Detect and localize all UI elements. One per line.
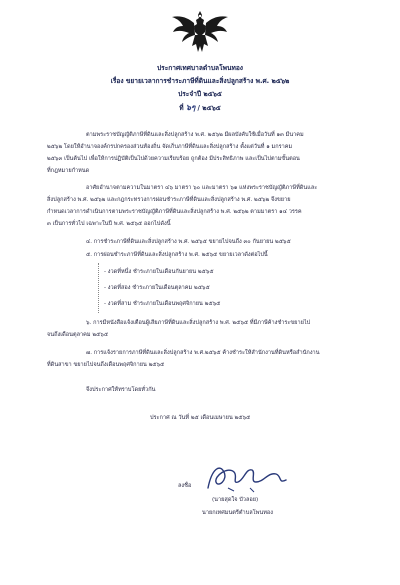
sign-label: ลงชื่อ: [178, 483, 192, 489]
number-handwritten: ๖ๆ: [185, 102, 196, 112]
paragraph-2-line-1: อาศัยอำนาจตามความในมาตรา ๔๖ มาตรา ๖๐ และมาตรา ๖๑ แห่งพระราชบัญญัติภาษีที่ดินและ: [86, 185, 318, 191]
item-7-line-1: ๗. การแจ้งรายการภาษีที่ดินและสิ่งปลูกสร้าง พ.ศ.๒๕๖๕ ค้างชำระให้สำนักงานที่ดินหรือสำนักงาน: [86, 350, 320, 356]
item-6-line-1: ๖. การมีหนังสือแจ้งเตือนผู้เสียภาษีที่ดินและสิ่งปลูกสร้าง พ.ศ. ๒๕๖๕ ที่มีภาษีค้างชำระขยายไป: [86, 320, 311, 326]
closing-announcement: จึงประกาศให้ทราบโดยทั่วกัน: [86, 387, 156, 393]
document-number: [0, 101, 400, 114]
signature-text: [212, 486, 221, 493]
paragraph-2-line-4: ๓ เป็นการทั่วไป เฉพาะในปี พ.ศ. ๒๕๖๕ ออกไปดังนี้: [47, 221, 171, 227]
paragraph-2-line-3: กำหนดเวลาการดำเนินการตามพระราชบัญญัติภาษีที่ดินและสิ่งปลูกสร้าง พ.ศ. ๒๕๖๒ ตามมาตรา ๑๔ วรรค: [47, 209, 302, 215]
paragraph-1-line-1: ตามพระราชบัญญัติภาษีที่ดินและสิ่งปลูกสร้าง พ.ศ. ๒๕๖๒ มีผลบังคับใช้เมื่อวันที่ ๑๓ มีนาคม: [86, 132, 304, 138]
paragraph-2-line-2: สิ่งปลูกสร้าง พ.ศ. ๒๕๖๒ และกฎกระทรวงการผ่อนชำระภาษีที่ดินและสิ่งปลูกสร้าง พ.ศ. ๒๕๖๒ จึงขยาย: [47, 197, 291, 203]
signer-name: (นายสุดใจ บัวลอย): [212, 497, 259, 503]
signer-position: นายกเทศมนตรีตำบลโพนทอง: [202, 510, 273, 516]
paragraph-1-line-2: ๒๕๖๒ โดยให้อำนาจองค์กรปกครองส่วนท้องถิ่น จัดเก็บภาษีที่ดินและสิ่งปลูกสร้าง ตั้งแต่วันที่ ๑ มกราคม: [47, 144, 293, 150]
number-prefix: ที่: [179, 104, 184, 112]
org-title: ประกาศเทศบาลตำบลโพนทอง: [157, 64, 243, 72]
item-6-line-2: จนถึงเดือนตุลาคม ๒๕๖๕: [47, 332, 109, 338]
paragraph-1-line-4: ที่กฎหมายกำหนด: [47, 168, 90, 174]
item-7-line-2: ที่ดินสาขา ขยายไปจนถึงเดือนพฤศจิกายน ๒๕๖๕: [47, 362, 165, 368]
sub-item-3: - งวดที่สาม ชำระภายในเดือนพฤศจิกายน ๒๕๖๕: [104, 301, 221, 307]
item-5: ๕. การผ่อนชำระภาษีที่ดินและสิ่งปลูกสร้าง พ.ศ. ๒๕๖๕ ขยายเวลาดังต่อไปนี้: [86, 252, 268, 258]
item-4: ๔. การชำระภาษีที่ดินและสิ่งปลูกสร้าง พ.ศ. ๒๕๖๕ ขยายไปจนถึง ๓๐ กันยายน ๒๕๖๕: [86, 239, 291, 245]
year-line: ประจำปี ๒๕๖๕: [178, 90, 222, 98]
subject-title: เรื่อง ขยายเวลาการชำระภาษีที่ดินและสิ่งปลูกสร้าง พ.ศ. ๒๕๖๒: [110, 77, 290, 85]
garuda-emblem-icon: [168, 8, 232, 54]
sub-item-2: - งวดที่สอง ชำระภายในเดือนตุลาคม ๒๕๖๕: [104, 285, 210, 291]
sub-items-bracket: [98, 263, 99, 313]
announcement-date: ประกาศ ณ วันที่ ๒๕ เดือนเมษายน ๒๕๖๕: [150, 415, 251, 421]
sub-item-1: - งวดที่หนึ่ง ชำระภายในเดือนกันยายน ๒๕๖๕: [104, 269, 214, 275]
paragraph-1-line-3: ๒๕๖๓ เป็นต้นไป เพื่อให้การปฏิบัติเป็นไปด้วยความเรียบร้อย ถูกต้อง มีประสิทธิภาพ และเป็นไปตามขั้นตอน: [47, 156, 300, 162]
number-suffix: / ๒๕๖๕: [197, 104, 221, 112]
